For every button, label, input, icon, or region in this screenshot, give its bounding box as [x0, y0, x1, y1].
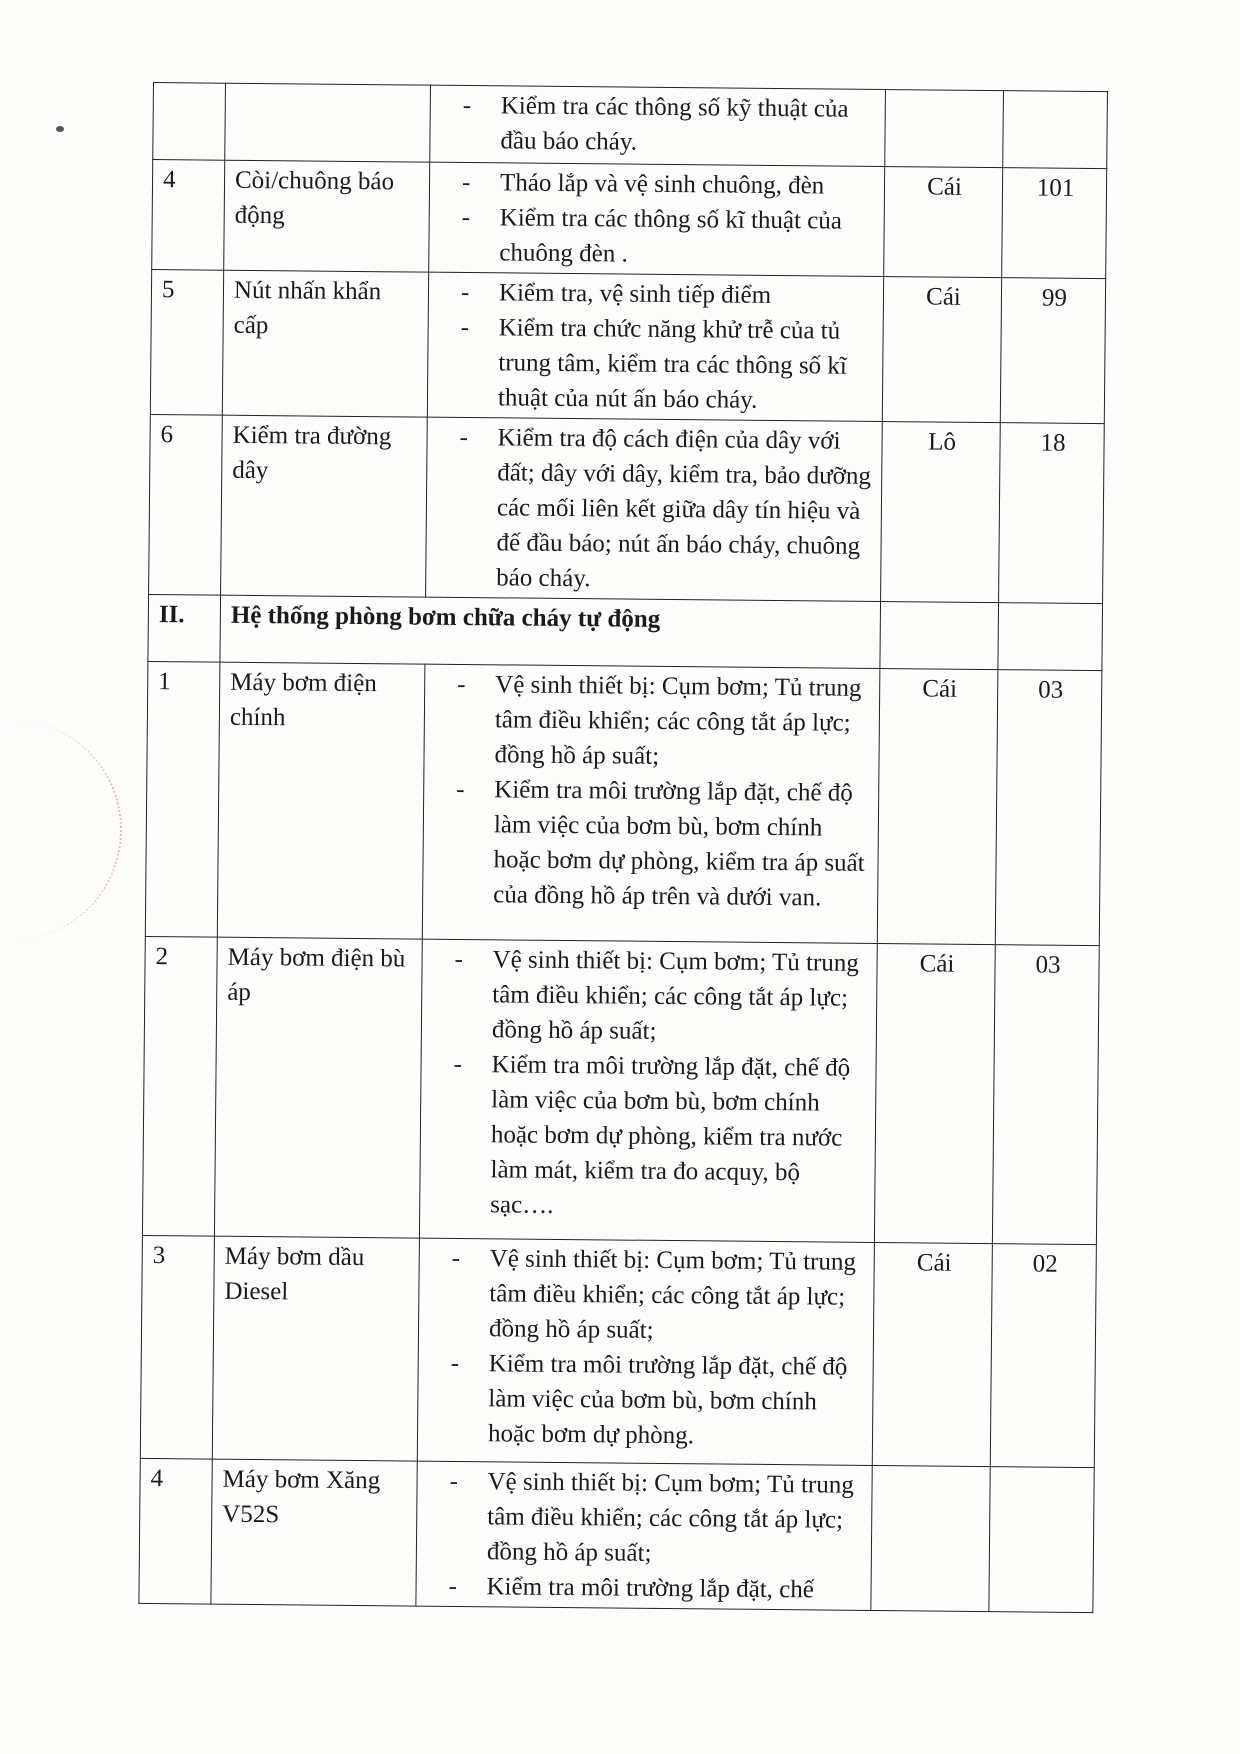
item-name: Máy bơm điện bù áp — [214, 937, 422, 1238]
row-number: 6 — [149, 414, 223, 595]
task-item: - Vệ sinh thiết bị: Cụm bơm; Tủ trung tâm điều khiển; các công tắt áp lực; đồng hồ áp suất; — [442, 942, 869, 1051]
task-item: - Tháo lắp và vệ sinh chuông, đèn — [450, 165, 876, 204]
table-row — [140, 1235, 1096, 1467]
task-item: - Kiểm tra môi trường lắp đặt, chế độ làm việc của bơm bù, bơm chính hoặc bơm dự phòng, kiểm tra nước làm mát, kiểm tra đo acquy, bộ sạc…. — [440, 1047, 868, 1226]
task-item: - Kiểm tra, vệ sinh tiếp điểm — [449, 275, 875, 314]
item-name — [225, 83, 431, 162]
scan-speck — [56, 126, 64, 132]
unit-cell — [871, 1465, 990, 1611]
row-number: 2 — [142, 936, 217, 1236]
task-cell — [429, 162, 885, 276]
unit-cell: Lô — [881, 422, 1001, 603]
row-number: 4 — [152, 160, 225, 271]
section-title: Hệ thống phòng bơm chữa cháy tự động — [220, 595, 881, 668]
quantity-cell — [1003, 91, 1108, 169]
table-row — [153, 83, 1108, 169]
table-row — [150, 269, 1105, 423]
task-cell — [427, 272, 883, 421]
unit-cell: Cái — [872, 1242, 992, 1466]
task-item: - Kiểm tra môi trường lắp đặt, chế độ làm việc của bơm bù, bơm chính hoặc bơm dự phòng. — [438, 1346, 865, 1455]
quantity-cell: 03 — [995, 670, 1102, 946]
item-name: Máy bơm dầu Diesel — [212, 1236, 419, 1461]
task-item: - Vệ sinh thiết bị: Cụm bơm; Tủ trung tâm điều khiển; các công tắt áp lực; đồng hồ áp suất; — [439, 1241, 866, 1350]
task-cell — [422, 664, 880, 943]
task-cell — [430, 85, 886, 166]
task-cell — [426, 417, 883, 601]
quantity-cell — [989, 1467, 1094, 1613]
task-item: - Kiểm tra môi trường lắp đặt, chế độ làm việc của bơm bù, bơm chính hoặc bơm dự phòng, kiểm tra áp suất của đồng hồ áp trên và dưới van. — [443, 772, 870, 916]
row-number: 5 — [150, 269, 223, 415]
task-item: - Kiểm tra chức năng khử trễ của tủ trung tâm, kiểm tra các thông số kĩ thuật của nút ấn báo cháy. — [448, 310, 875, 419]
unit-cell: Cái — [884, 167, 1003, 278]
row-number: 3 — [140, 1235, 214, 1459]
unit-cell: Cái — [877, 669, 998, 945]
task-cell — [416, 1461, 872, 1610]
task-item: - Kiểm tra các thông số kĩ thuật của chuông đèn . — [449, 200, 876, 274]
item-name: Kiểm tra đường dây — [221, 415, 428, 597]
row-number — [153, 83, 226, 161]
quantity-cell — [998, 603, 1103, 671]
table-row — [139, 1458, 1094, 1612]
item-name: Máy bơm Xăng V52S — [211, 1459, 417, 1606]
section-number: II. — [148, 594, 221, 662]
unit-cell — [880, 602, 999, 670]
quantity-cell: 99 — [1000, 278, 1105, 424]
quantity-cell: 18 — [999, 423, 1105, 604]
task-item: - Kiểm tra độ cách điện của dây với đất; dây với dây, kiểm tra, bảo dưỡng các mối liên kết giữa dây tín hiệu và đế đầu báo; nút ấn báo cháy, chuông báo cháy. — [446, 420, 874, 599]
task-item: - Kiểm tra môi trường lắp đặt, chế — [436, 1569, 862, 1608]
quantity-cell: 02 — [990, 1244, 1096, 1468]
item-name: Nút nhấn khẩn cấp — [222, 270, 428, 417]
unit-cell — [885, 90, 1004, 168]
faded-red-stamp — [0, 720, 122, 940]
maintenance-table — [138, 82, 1108, 1613]
unit-cell: Cái — [874, 943, 995, 1243]
table-row — [145, 661, 1102, 945]
table-row — [152, 160, 1107, 279]
task-cell — [417, 1238, 874, 1465]
task-item: - Kiểm tra các thông số kỹ thuật của đầu báo cháy. — [450, 88, 877, 162]
quantity-cell: 101 — [1002, 168, 1107, 279]
row-number: 4 — [139, 1458, 212, 1604]
task-cell — [419, 939, 877, 1242]
section-header-row — [148, 594, 1103, 670]
row-number: 1 — [145, 661, 220, 937]
task-item: - Vệ sinh thiết bị: Cụm bơm; Tủ trung tâm điều khiển; các công tắt áp lực; đồng hồ áp suất; — [437, 1464, 864, 1573]
quantity-cell: 03 — [992, 945, 1099, 1245]
task-item: - Vệ sinh thiết bị: Cụm bơm; Tủ trung tâm điều khiển; các công tắt áp lực; đồng hồ áp suất; — [444, 667, 871, 776]
item-name: Còi/chuông báo động — [224, 160, 430, 272]
item-name: Máy bơm điện chính — [217, 662, 425, 939]
table-row — [149, 414, 1105, 603]
unit-cell: Cái — [882, 277, 1001, 423]
table-row — [142, 936, 1099, 1244]
